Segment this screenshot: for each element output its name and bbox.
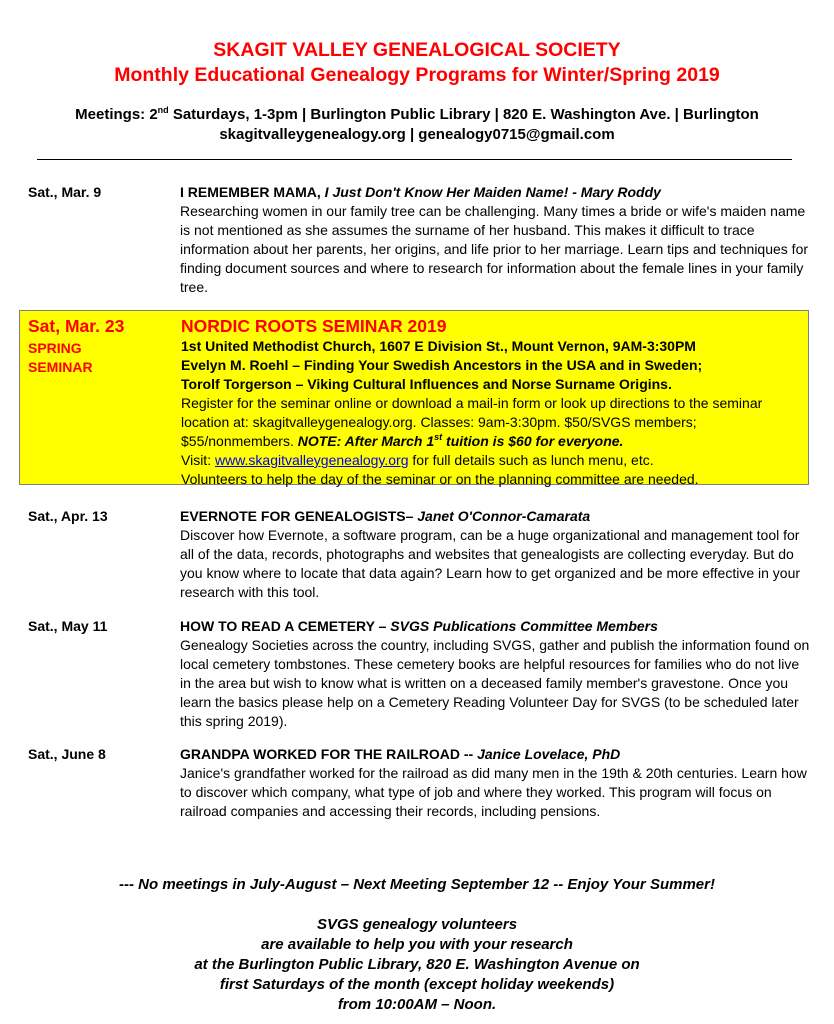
event-description: Discover how Evernote, a software program, can be a huge organizational and management tool for all of the data, records, photographs and websites that genealogists are collecting everyday. But do you know where to locate that data again? Learn how to get organized and be more effective in your research with this tool. [180,527,801,600]
volunteer-line: are available to help you with your research [261,936,573,953]
event-content [180,745,810,821]
volunteer-line: at the Burlington Public Library, 820 E. Washington Avenue on [194,956,640,973]
seminar-highlight-box [19,310,809,485]
event-date: Sat., Apr. 13 [28,508,108,524]
contact-line: skagitvalleygenealogy.org | genealogy0715@gmail.com [219,126,615,143]
seminar-label-spring: SPRING [28,340,82,356]
seminar-content [181,315,806,489]
header-divider [37,159,792,160]
event-date: Sat., May 11 [28,618,108,634]
event-description: Researching women in our family tree can be challenging. Many times a bride or wife's maiden name is not mentioned as she assumes the surname of her husband. This makes it difficult to trace information about her parents, her origins, and life prior to her marriage. Learn tips and techniques for finding document sources and where to research for information about the female lines in your family tree. [180,203,809,295]
seminar-speaker-1: Evelyn M. Roehl – Finding Your Swedish Ancestors in the USA and in Sweden; [181,357,703,373]
event-content [180,507,810,602]
event-date: Sat., June 8 [28,746,106,762]
seminar-registration: Register for the seminar online or download a mail-in form or look up directions to the seminar location at: skagitvalleygenealogy.org. Classes: 9am-3:30pm. $50/SVGS members; $55/nonmembers. NOTE: After March 1st tuition is $60 for everyone. [181,395,763,449]
seminar-volunteers: Volunteers to help the day of the seminar or on the planning committee are needed. [181,471,699,487]
program-subtitle: Monthly Educational Genealogy Programs for Winter/Spring 2019 [114,64,720,86]
summer-break-note: --- No meetings in July-August – Next Meeting September 12 -- Enjoy Your Summer! [119,876,715,893]
volunteer-line: from 10:00AM – Noon. [337,996,497,1013]
seminar-label-seminar: SEMINAR [28,359,93,375]
org-title: SKAGIT VALLEY GENEALOGICAL SOCIETY [213,39,621,61]
seminar-date: Sat, Mar. 23 [28,316,125,336]
event-date: Sat., Mar. 9 [28,184,102,200]
event-content [180,617,810,731]
event-heading: HOW TO READ A CEMETERY – SVGS Publications Committee Members [180,618,658,634]
event-content [180,183,810,297]
seminar-visit: Visit: www.skagitvalleygenealogy.org for full details such as lunch menu, etc. [181,452,654,468]
event-heading: I REMEMBER MAMA, I Just Don't Know Her Maiden Name! - Mary Roddy [180,184,661,200]
seminar-speaker-2: Torolf Torgerson – Viking Cultural Influences and Norse Surname Origins. [181,376,672,392]
seminar-location: 1st United Methodist Church, 1607 E Division St., Mount Vernon, 9AM-3:30PM [181,338,696,354]
event-description: Genealogy Societies across the country, including SVGS, gather and publish the information found on local cemetery tombstones. These cemetery books are helpful resources for families who do not live in the area but wish to know what is written on a deceased family member's gravestone. Once you learn the basics please help on a Cemetery Reading Volunteer Day for SVGS (to be scheduled later this spring 2019). [180,637,810,729]
seminar-title: NORDIC ROOTS SEMINAR 2019 [181,316,447,336]
event-heading: GRANDPA WORKED FOR THE RAILROAD -- Janice Lovelace, PhD [180,746,621,762]
event-description: Janice's grandfather worked for the railroad as did many men in the 19th & 20th centuries. Learn how to discover which company, what type of job and where they worked. This program will focus on railroad companies and accessing their records, including pensions. [180,765,807,819]
page-header [0,38,834,88]
seminar-website-link[interactable]: www.skagitvalleygenealogy.org [214,452,409,468]
event-heading: EVERNOTE FOR GENEALOGISTS– Janet O'Connor-Camarata [180,508,591,524]
volunteer-line: first Saturdays of the month (except holiday weekends) [219,976,615,993]
volunteer-line: SVGS genealogy volunteers [316,916,518,933]
meeting-info [0,105,834,145]
meetings-line: Meetings: 2nd Saturdays, 1-3pm | Burlington Public Library | 820 E. Washington Ave. | Burlington [75,105,759,123]
volunteer-help-note [0,915,834,1015]
